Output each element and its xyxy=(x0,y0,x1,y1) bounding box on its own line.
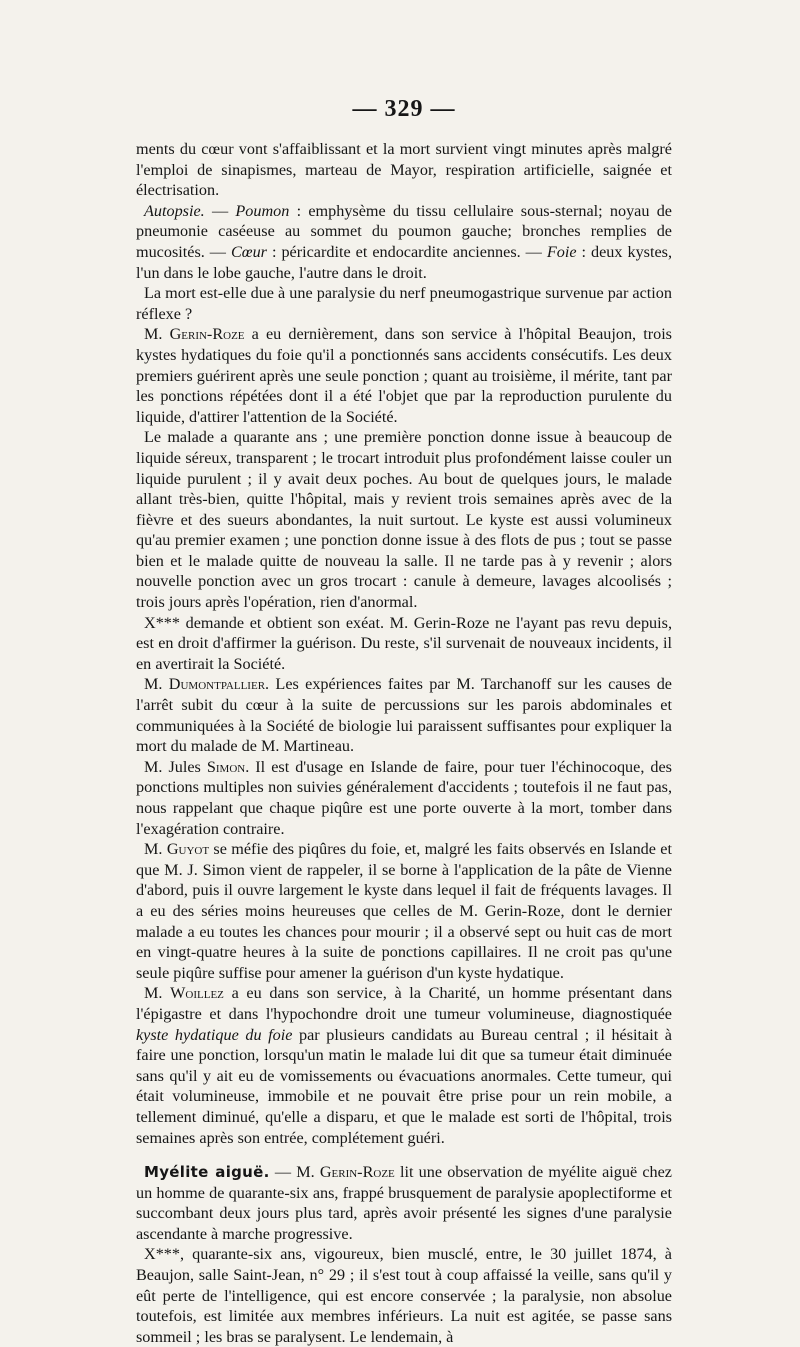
paragraph-text: . Il est d'usage en Islande de faire, pour tuer l'échinocoque, des ponctions multiples non suivies généralement d'accidents ; toutefois il ne faut pas, nous rappelant que chaque piqûre est une porte ouverte à la mort, tomber dans l'exagération contraire. xyxy=(136,757,672,838)
paragraph-autopsy xyxy=(136,201,672,283)
paragraph-exeat: X*** demande et obtient son exéat. M. Gerin-Roze ne l'ayant pas revu depuis, est en droit d'affirmer la guérison. Du reste, s'il survenait de nouveaux incidents, il en avertirait la Société. xyxy=(136,613,672,673)
autopsy-separator: — xyxy=(204,201,236,220)
paragraph-text: se méfie des piqûres du foie, et, malgré les faits observés en Islande et que M. J. Simon vient de rappeler, il se borne à l'application de la pâte de Vienne d'abord, puis il ouvre largement le kyste dans lequel il fait de fréquents lavages. Il a eu des séries moins heureuses que celles de M. Gerin-Roze, dont le dernier malade a eu toutes les chances pour mourir ; il a observé sept ou huit cas de mort en vingt-quatre heures à la suite de ponctions capillaires. Il ne croit pas qu'une seule piqûre suffise pour amener la guérison d'un kyste hydatique. xyxy=(136,840,672,982)
speaker-name: Woillez xyxy=(170,984,224,1003)
page-number: — 329 — xyxy=(352,96,456,122)
lung-text: : emphysème du tissu cellulaire sous-sternal; noyau de pneumonie caséeuse au sommet du poumon gauche; bronches remplies de mucosités. — xyxy=(136,201,672,261)
lung-label: Poumon xyxy=(235,201,290,220)
speaker-prefix: M. xyxy=(144,675,169,694)
paragraph-gerin-roze xyxy=(136,324,672,427)
speaker-name: Gerin-Roze xyxy=(319,1163,395,1182)
section-spacer xyxy=(136,1148,672,1162)
paragraph-simon xyxy=(136,757,672,839)
paragraph-text: . Les expériences faites par M. Tarchanoff sur les causes de l'arrêt subit du cœur à la suite de percussions sur les parois abdominales et communiquées à la Société de biologie lui paraissent suffisantes pour expliquer la mort du malade de M. Martineau. xyxy=(136,675,672,756)
paragraph-case-description: Le malade a quarante ans ; une première ponction donne issue à beaucoup de liquide séreux, transparent ; le trocart introduit plus profondément laisse couler un liquide purulent ; il y avait deux poches. Au bout de quelques jours, le malade allant très-bien, quitte l'hôpital, mais y revient trois semaines après avec de la fièvre et des sueurs abondantes, la nuit surtout. Le kyste est aussi volumineux qu'au premier examen ; une ponction donne issue à des flots de pus ; tout se passe bien et le malade quitte de nouveau la salle. Il ne tarde pas à y revenir ; alors nouvelle ponction avec un gros trocart : canule à demeure, lavages alcoolisés ; trois jours après l'opération, rien d'anormal. xyxy=(136,428,672,612)
autopsy-label: Autopsie. xyxy=(144,201,205,220)
paragraph-text: a eu dernièrement, dans son service à l'hôpital Beaujon, trois kystes hydatiques du foie qu'il a ponctionnés sans accidents consécutifs. Les deux premiers guérirent après une seule ponction ; quant au troisième, il mérite, tant par les ponctions répétées dont il a été l'objet que par la reproduction purulente du liquide, d'attirer l'attention de la Société. xyxy=(136,325,672,426)
paragraph-continuation: ments du cœur vont s'affaiblissant et la mort survient vingt minutes après malgré l'emploi de sinapismes, marteau de Mayor, respiration artificielle, saignée et électrisation. xyxy=(136,140,672,200)
section-myelite xyxy=(136,1162,672,1244)
heart-text: : péricardite et endocardite anciennes. — xyxy=(266,242,547,261)
section-title: Myélite aiguë. xyxy=(144,1163,270,1182)
liver-label: Foie xyxy=(546,242,577,261)
speaker-prefix: M. Jules xyxy=(144,757,207,776)
paragraph-case-myelite: X***, quarante-six ans, vigoureux, bien musclé, entre, le 30 juillet 1874, à Beaujon, salle Saint-Jean, n° 29 ; il s'est tout à coup affaissé la veille, sans qu'il y eût perte de l'intelligence, qui est encore conservée ; la paralysie, non absolue toutefois, est limitée aux membres inférieurs. La nuit est agitée, se passe sans sommeil ; les bras se paralysent. Le lendemain, à xyxy=(136,1245,672,1346)
speaker-name: Guyot xyxy=(166,840,210,859)
diagnosis-italic: kyste hydatique du foie xyxy=(136,1025,293,1044)
speaker-name: Dumontpallier xyxy=(168,675,266,694)
paragraph-question: La mort est-elle due à une paralysie du nerf pneumogastrique survenue par action réflexe ? xyxy=(136,284,672,323)
paragraph-dumontpallier xyxy=(136,674,672,756)
speaker-prefix: M. xyxy=(144,984,171,1003)
paragraph-woillez xyxy=(136,983,672,1148)
liver-text: : deux kystes, l'un dans le lobe gauche, l'autre dans le droit. xyxy=(136,242,672,282)
paragraph-text: a eu dans son service, à la Charité, un homme présentant dans l'épigastre et dans l'hypochondre droit une tumeur volumineuse, diagnostiquée xyxy=(136,984,672,1023)
speaker-name: Gerin-Roze xyxy=(169,325,245,344)
speaker-prefix: M. xyxy=(144,325,170,344)
section-separator: — M. xyxy=(269,1163,320,1182)
paragraph-guyot xyxy=(136,839,672,983)
heart-label: Cœur xyxy=(230,242,267,261)
paragraph-text-continued: par plusieurs candidats au Bureau central ; il hésitait à faire une ponction, lorsqu'un matin le malade lui dit que sa tumeur était diminuée sans qu'il y ait eu de vomissements ou évacuations anormales. Cette tumeur, qui était volumineuse, immobile et ne pouvait être prise pour un rein mobile, a tellement diminué, qu'elle a disparu, et que le malade est sorti de l'hôpital, trois semaines après son entrée, complétement guéri. xyxy=(136,1025,672,1147)
paragraph-text: lit une observation de myélite aiguë chez un homme de quarante-six ans, frappé brusquement de paralysie apoplectiforme et succombant deux jours plus tard, après avoir présenté les signes d'une paralysie ascendante à marche progressive. xyxy=(136,1163,672,1243)
speaker-name: Simon xyxy=(206,757,246,776)
speaker-prefix: M. xyxy=(144,840,167,859)
